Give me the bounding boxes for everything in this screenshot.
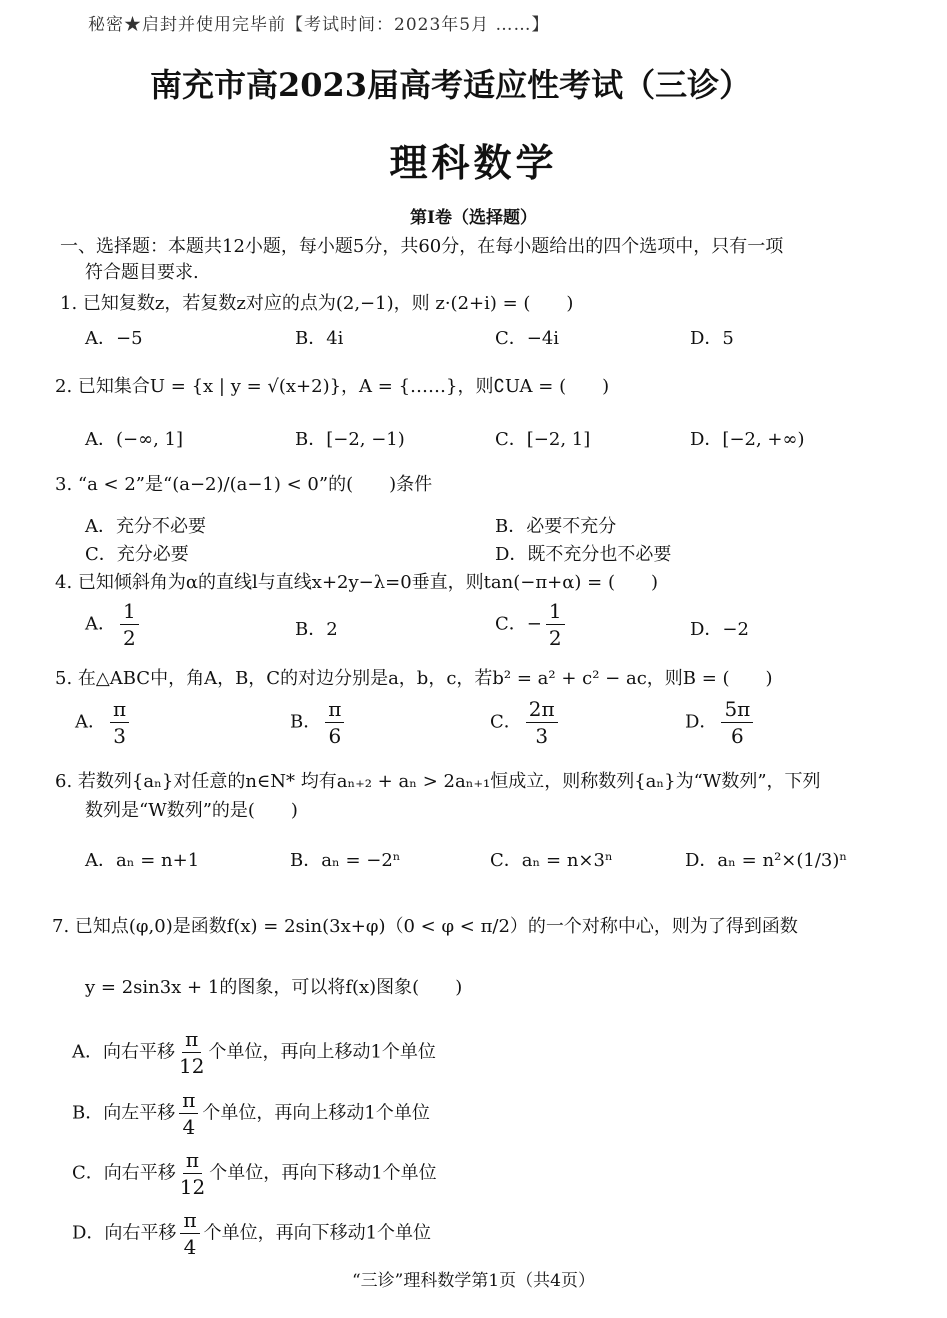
- q7-b-prefix: B．向左平移: [72, 1102, 176, 1124]
- q4-c-denominator: 2: [548, 626, 562, 650]
- q7-c-prefix: C．向右平移: [72, 1162, 176, 1184]
- question-3-stem: 3. “a < 2”是“(a−2)/(a−1) < 0”的( )条件: [55, 474, 433, 495]
- section-instruction-line2: 符合题目要求.: [85, 262, 199, 283]
- q3-option-b: B．必要不充分: [495, 516, 617, 537]
- q7-b-fraction: [179, 1087, 198, 1140]
- q3-option-d: D．既不充分也不必要: [495, 544, 672, 565]
- q6-option-c: C．aₙ = n×3ⁿ: [490, 850, 613, 871]
- q4-option-b: B．2: [295, 619, 338, 640]
- q4-c-fraction: [546, 598, 565, 651]
- q5-a-denominator: 3: [113, 724, 126, 748]
- q7-a-fraction: [179, 1026, 204, 1079]
- q1-option-c: C．−4i: [495, 328, 560, 349]
- q7-b-denominator: 4: [182, 1115, 196, 1139]
- q3-option-c: C．充分必要: [85, 544, 189, 565]
- q5-option-a-label: A．: [75, 711, 106, 733]
- q7-c-suffix: 个单位，再向下移动1个单位: [209, 1162, 437, 1184]
- q7-b-suffix: 个单位，再向上移动1个单位: [202, 1102, 430, 1124]
- q5-option-d-label: D．: [685, 711, 718, 733]
- question-2-stem: 2. 已知集合U = {x | y = √(x+2)}，A = {……}，则∁UA = ( ): [55, 376, 610, 397]
- question-7-stem-cont: y = 2sin3x + 1的图象，可以将f(x)图象( ): [85, 977, 463, 998]
- q4-a-numerator: 1: [120, 598, 139, 625]
- q1-option-a: A．−5: [85, 328, 143, 349]
- q7-option-b: [72, 1087, 430, 1140]
- question-7-stem: 7. 已知点(φ,0)是函数f(x) = 2sin(3x+φ)（0 < φ < π/2）的一个对称中心，则为了得到函数: [52, 916, 798, 937]
- q5-d-fraction: [721, 696, 753, 749]
- confidential-header: 秘密★启封并使用完毕前【考试时间：2023年5月 ……】: [88, 15, 550, 35]
- q7-option-c: [72, 1147, 437, 1200]
- q5-c-numerator: 2π: [526, 696, 558, 723]
- section-instruction-line1: 一、选择题：本题共12小题，每小题5分，共60分，在每小题给出的四个选项中，只有一项: [60, 236, 784, 257]
- q6-option-a: A．aₙ = n+1: [85, 850, 200, 871]
- question-5-stem: 5. 在△ABC中，角A，B，C的对边分别是a，b，c，若b² = a² + c² − ac，则B = ( ): [55, 668, 773, 689]
- page-footer: “三诊”理科数学第1页（共4页）: [351, 1271, 595, 1291]
- q4-option-c-label: C．−: [495, 613, 542, 635]
- q5-option-c-label: C．: [490, 711, 522, 733]
- q5-c-denominator: 3: [535, 724, 549, 748]
- q5-b-denominator: 6: [328, 724, 342, 748]
- q2-option-d: D．[−2, +∞): [690, 429, 805, 450]
- question-4-stem: 4. 已知倾斜角为α的直线l与直线x+2y−λ=0垂直，则tan(−π+α) = ( ): [55, 572, 659, 593]
- q7-d-suffix: 个单位，再向下移动1个单位: [203, 1222, 432, 1244]
- q5-option-b-label: B．: [290, 711, 322, 733]
- q5-option-a: [75, 696, 133, 749]
- q7-option-a: [72, 1026, 436, 1079]
- q5-b-numerator: π: [325, 696, 344, 723]
- question-6-stem: 6. 若数列{aₙ}对任意的n∈N* 均有aₙ₊₂ + aₙ > 2aₙ₊₁恒成立，则称数列{aₙ}为“W数列”，下列: [55, 771, 821, 792]
- q7-a-prefix: A．向右平移: [72, 1041, 175, 1063]
- q4-a-fraction: [120, 598, 139, 651]
- q3-option-a: A．充分不必要: [85, 516, 206, 537]
- q5-c-fraction: [526, 696, 558, 749]
- q5-a-fraction: [110, 696, 129, 749]
- q5-d-numerator: 5π: [721, 696, 753, 723]
- q4-option-d: D．−2: [690, 619, 749, 640]
- question-6-stem-cont: 数列是“W数列”的是( ): [85, 800, 298, 821]
- q2-option-c: C．[−2, 1]: [495, 429, 591, 450]
- q2-option-a: A．(−∞, 1]: [85, 429, 184, 450]
- q7-c-denominator: 12: [179, 1175, 206, 1199]
- q7-d-fraction: [180, 1207, 199, 1260]
- q4-c-numerator: 1: [546, 598, 565, 625]
- q5-b-fraction: [325, 696, 344, 749]
- question-1-stem: 1. 已知复数z，若复数z对应的点为(2,−1)，则 z·(2+i) = ( ): [60, 293, 574, 314]
- q5-d-denominator: 6: [731, 724, 744, 748]
- q2-option-b: B．[−2, −1): [295, 429, 405, 450]
- q5-option-c: [490, 696, 562, 749]
- q5-option-b: [290, 696, 348, 749]
- q5-option-d: [685, 696, 757, 749]
- q1-option-b: B．4i: [295, 328, 344, 349]
- q7-a-numerator: π: [182, 1026, 201, 1053]
- subject-title: 理科数学: [389, 140, 558, 185]
- q6-option-d: D．aₙ = n²×(1/3)ⁿ: [685, 850, 848, 871]
- q7-c-fraction: [180, 1147, 205, 1200]
- q7-d-prefix: D．向右平移: [72, 1222, 177, 1244]
- q7-a-suffix: 个单位，再向上移动1个单位: [208, 1041, 436, 1063]
- q7-d-numerator: π: [180, 1207, 199, 1234]
- exam-title: 南充市高2023届高考适应性考试（三诊）: [150, 66, 752, 104]
- q1-option-d: D．5: [690, 328, 734, 349]
- q4-a-denominator: 2: [123, 626, 136, 650]
- q7-c-numerator: π: [183, 1147, 202, 1174]
- q7-option-d: [72, 1207, 431, 1260]
- q7-b-numerator: π: [179, 1087, 198, 1114]
- q4-option-a-label: A．: [85, 613, 116, 635]
- q4-option-c: [495, 598, 569, 651]
- q6-option-b: B．aₙ = −2ⁿ: [290, 850, 401, 871]
- q7-a-denominator: 12: [179, 1054, 205, 1078]
- volume-heading: 第Ⅰ卷（选择题）: [410, 208, 537, 228]
- q4-option-a: [85, 598, 143, 651]
- q5-a-numerator: π: [110, 696, 129, 723]
- q7-d-denominator: 4: [183, 1235, 197, 1259]
